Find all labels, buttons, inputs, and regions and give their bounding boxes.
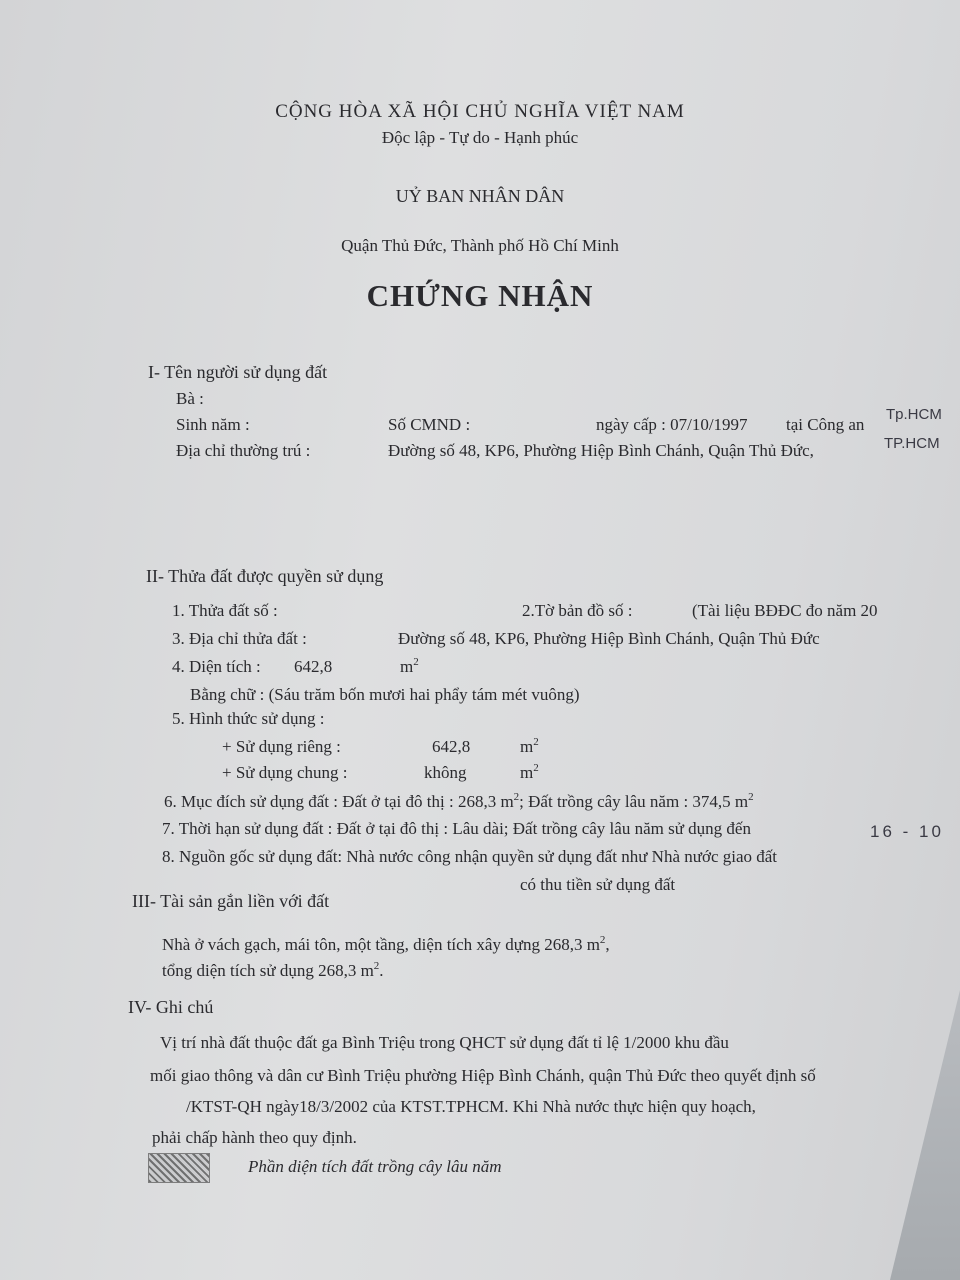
area-in-words: Bằng chữ : (Sáu trăm bốn mươi hai phẩy tám mét vuông) (190, 685, 580, 704)
address-value: Đường số 48, KP6, Phường Hiệp Bình Chánh, Quận Thủ Đức, (388, 441, 814, 460)
parcel-address-label: 3. Địa chỉ thửa đất : (172, 629, 307, 648)
area-value: 642,8 (294, 657, 333, 676)
hatched-legend-swatch (148, 1153, 210, 1183)
area-unit: $m^2$ (400, 656, 419, 676)
assets-line-2: tổng diện tích sử dụng 268,3 $m^2$. (162, 960, 384, 980)
common-use-unit: $m^2$ (520, 762, 539, 782)
assets-line-1: Nhà ở vách gạch, mái tôn, một tầng, diện tích xây dựng 268,3 $m^2$, (162, 934, 610, 954)
section3-heading: III- Tài sản gắn liền với đất (132, 891, 330, 911)
land-use-term: 7. Thời hạn sử dụng đất : Đất ở tại đô thị : Lâu dài; Đất trồng cây lâu năm sử dụng đến (162, 819, 751, 838)
national-title: CỘNG HÒA XÃ HỘI CHỦ NGHĨA VIỆT NAM (275, 101, 685, 122)
id-number-label: Số CMND : (388, 415, 471, 434)
land-origin: 8. Nguồn gốc sử dụng đất: Nhà nước công nhận quyền sử dụng đất như Nhà nước giao đất (162, 847, 778, 866)
district-title: Quận Thủ Đức, Thành phố Hồ Chí Minh (341, 236, 619, 255)
private-use-unit: $m^2$ (520, 736, 539, 756)
authority-title: UỶ BAN NHÂN DÂN (395, 186, 565, 206)
handwritten-city: Tp.HCM (886, 406, 942, 423)
land-use-purpose: 6. Mục đích sử dụng đất : Đất ở tại đô thị : 268,3 $m^2$; Đất trồng cây lâu năm : 374,5 $m^2$ (164, 791, 754, 811)
usage-form-label: 5. Hình thức sử dụng : (172, 709, 325, 728)
private-use-label: + Sử dụng riêng : (222, 737, 341, 756)
national-motto: Độc lập - Tự do - Hạnh phúc (381, 128, 579, 147)
note-line-2: mối giao thông và dân cư Bình Triệu phường Hiệp Bình Chánh, quận Thủ Đức theo quyết định số (150, 1066, 816, 1085)
land-origin-continued: có thu tiền sử dụng đất (520, 875, 676, 894)
handwritten-term-date: 16 - 10 (870, 822, 944, 841)
section1-heading: I- Tên người sử dụng đất (148, 362, 328, 382)
area-label: 4. Diện tích : (172, 657, 261, 676)
address-label: Địa chỉ thường trú : (176, 441, 311, 460)
parcel-address-value: Đường số 48, KP6, Phường Hiệp Bình Chánh, Quận Thủ Đức (398, 629, 820, 648)
section2-heading: II- Thửa đất được quyền sử dụng (146, 566, 384, 586)
birth-year-label: Sinh năm : (176, 415, 250, 434)
owner-name-label: Bà : (176, 389, 204, 408)
parcel-number-label: 1. Thửa đất số : (172, 601, 278, 620)
id-issue-date: ngày cấp : 07/10/1997 (596, 415, 748, 434)
common-use-label: + Sử dụng chung : (222, 763, 348, 782)
private-use-value: 642,8 (432, 737, 471, 756)
note-line-3: /KTST-QH ngày18/3/2002 của KTST.TPHCM. Khi Nhà nước thực hiện quy hoạch, (186, 1097, 756, 1116)
note-line-1: Vị trí nhà đất thuộc đất ga Bình Triệu trong QHCT sử dụng đất tỉ lệ 1/2000 khu đầu (160, 1033, 729, 1052)
handwritten-address-city: TP.HCM (884, 435, 940, 452)
map-sheet-label: 2.Tờ bản đồ số : (522, 601, 633, 620)
section4-heading: IV- Ghi chú (128, 997, 214, 1017)
id-issue-place: tại Công an (786, 415, 865, 434)
common-use-value: không (424, 763, 467, 782)
note-line-4: phải chấp hành theo quy định. (152, 1128, 357, 1147)
legend-label: Phần diện tích đất trồng cây lâu năm (248, 1157, 502, 1176)
map-survey-note: (Tài liệu BĐĐC đo năm 20 (692, 601, 878, 620)
document-title: CHỨNG NHẬN (366, 278, 594, 313)
